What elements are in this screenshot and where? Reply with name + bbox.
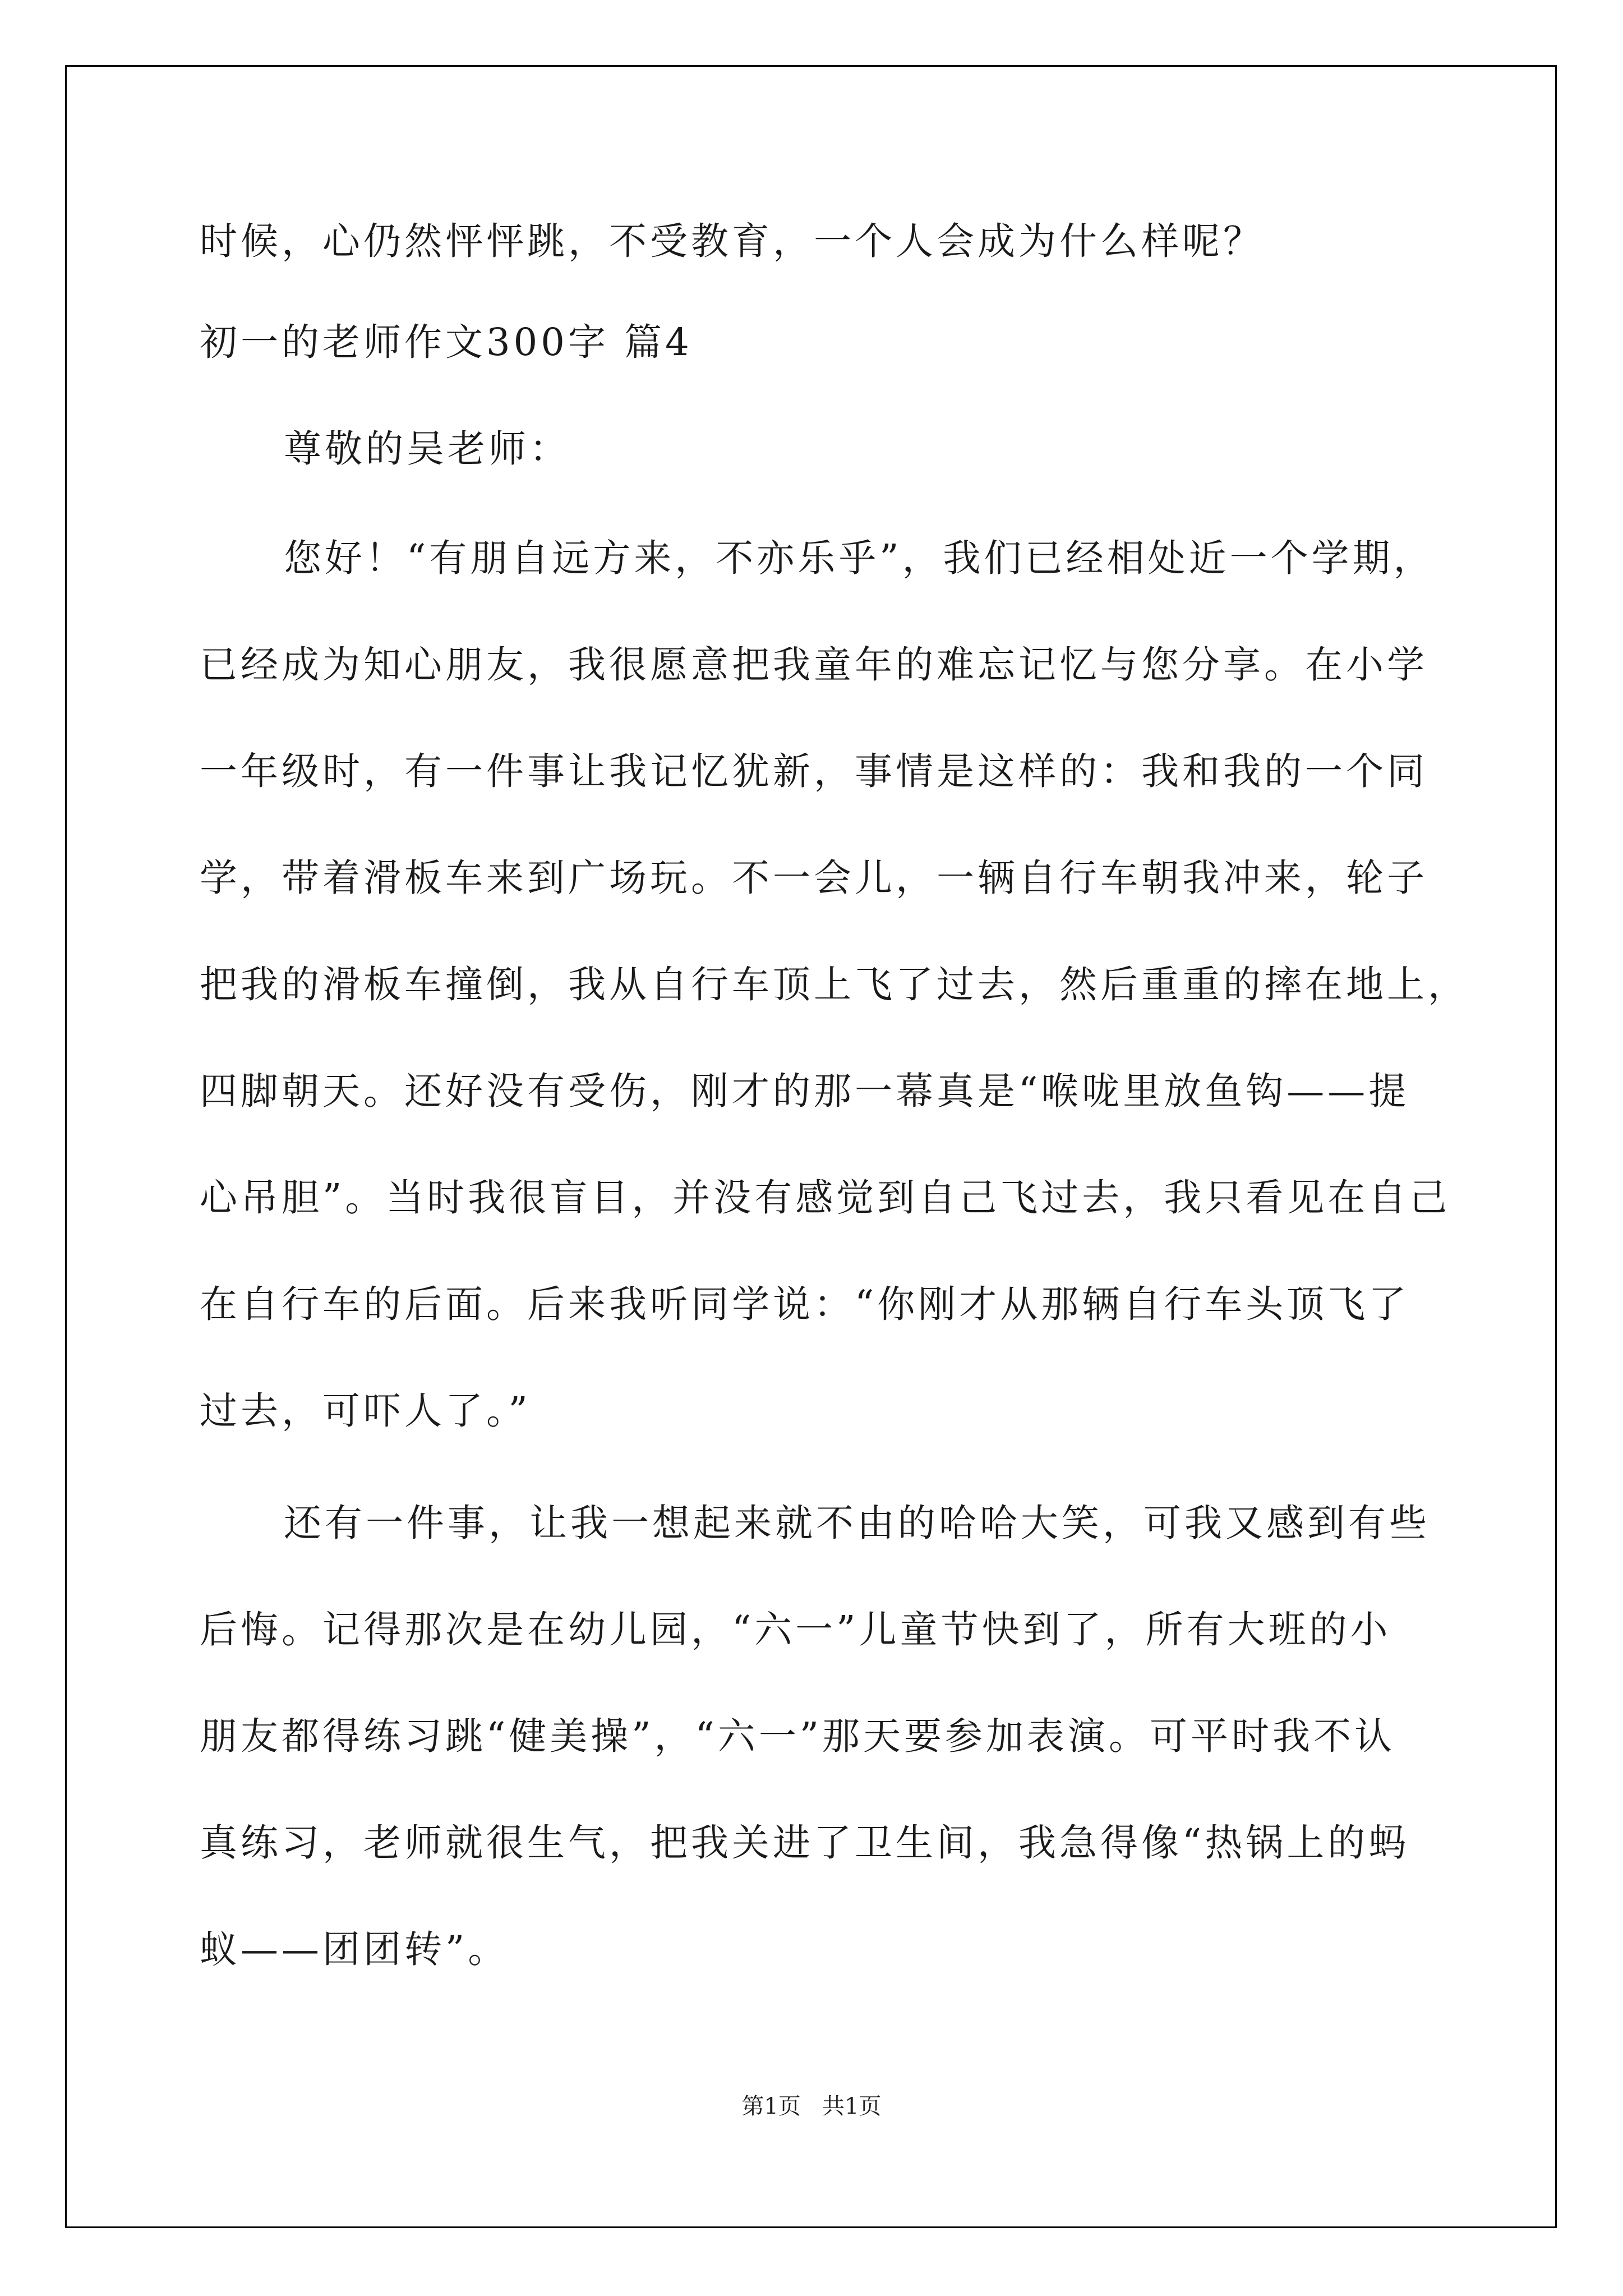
text-line: 还有一件事，让我一想起来就不由的哈哈大笑，可我又感到有些 — [284, 1501, 1430, 1545]
text-line: 时候，心仍然怦怦跳，不受教育，一个人会成为什么样呢？ — [200, 219, 1264, 263]
text-line: 后悔。记得那次是在幼儿园，“六一”儿童节快到了，所有大班的小 — [200, 1608, 1391, 1651]
text-line: 一年级时，有一件事让我记忆犹新，事情是这样的：我和我的一个同 — [200, 749, 1428, 793]
page-number-footer: 第1页 共1页 — [741, 2093, 882, 2119]
text-line: 朋友都得练习跳“健美操”，“六一”那天要参加表演。可平时我不认 — [200, 1714, 1396, 1758]
text-line: 四脚朝天。还好没有受伤，刚才的那一幕真是“喉咙里放鱼钩——提 — [200, 1069, 1410, 1113]
salutation: 尊敬的吴老师： — [284, 427, 570, 471]
text-line: 把我的滑板车撞倒，我从自行车顶上飞了过去，然后重重的摔在地上， — [200, 963, 1469, 1006]
section-heading: 初一的老师作文300字 篇4 — [200, 320, 693, 364]
text-line: 蚁——团团转”。 — [200, 1927, 509, 1971]
text-line: 过去，可吓人了。” — [200, 1389, 531, 1433]
text-line: 学，带着滑板车来到广场玩。不一会儿，一辆自行车朝我冲来，轮子 — [200, 856, 1428, 900]
text-line: 真练习，老师就很生气，把我关进了卫生间，我急得像“热锅上的蚂 — [200, 1821, 1410, 1865]
page-border — [65, 65, 1557, 2228]
text-line: 已经成为知心朋友，我很愿意把我童年的难忘记忆与您分享。在小学 — [200, 643, 1428, 687]
text-line: 心吊胆”。当时我很盲目，并没有感觉到自己飞过去，我只看见在自己 — [200, 1176, 1451, 1220]
text-line: 您好！“有朋自远方来，不亦乐乎”，我们已经相处近一个学期， — [284, 536, 1435, 580]
text-line: 在自行车的后面。后来我听同学说：“你刚才从那辆自行车头顶飞了 — [200, 1282, 1410, 1326]
